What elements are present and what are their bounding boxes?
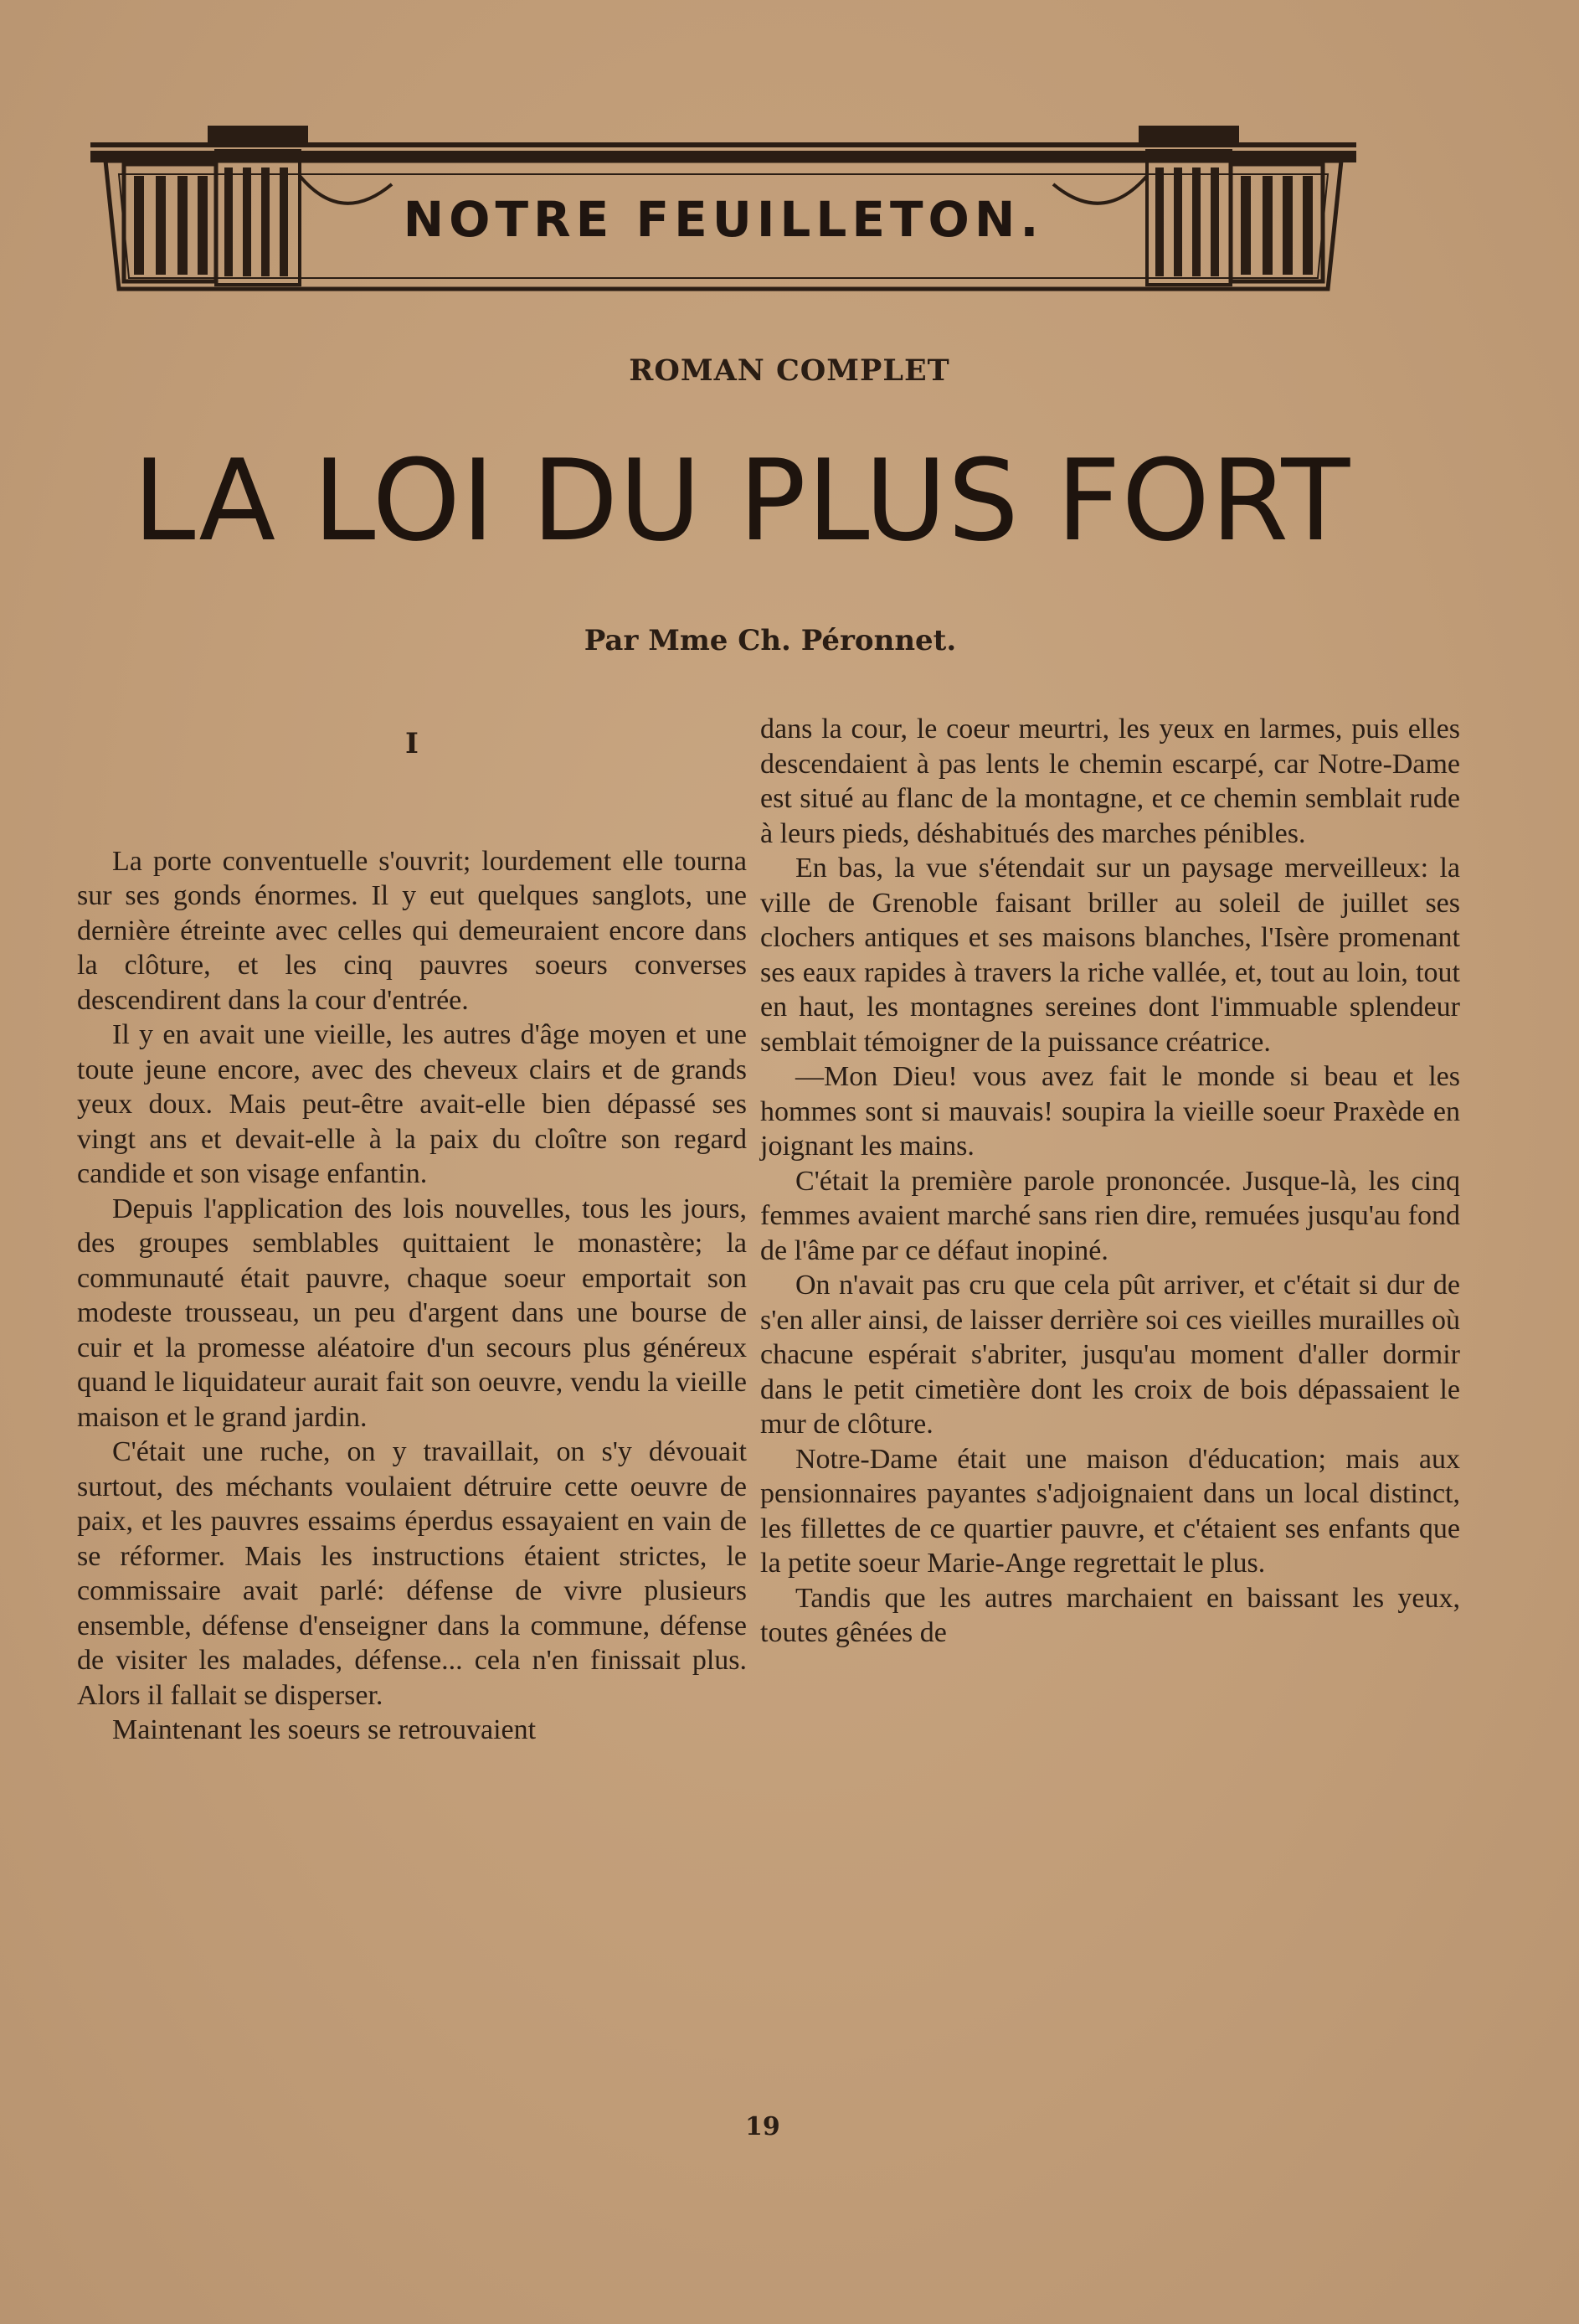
paragraph: —Mon Dieu! vous avez fait le monde si beau et les hommes sont si mauvais! soupira la vieille soeur Praxède en joignant les mains. [760,1061,1460,1162]
paragraph: En bas, la vue s'étendait sur un paysage merveilleux: la ville de Grenoble faisant briller au soleil de juillet ses clochers antiques et ses maisons blanches, l'Isère promenant ses eaux rapides à travers la riche vallée, et, tout au loin, tout en haut, les montagnes sereines dont l'immuable splendeur semblait témoigner de la puissance créatrice. [760,853,1460,1058]
left-column [77,712,747,1748]
paragraph: La porte conventuelle s'ouvrit; lourdement elle tourna sur ses gonds énormes. Il y eut quelques sanglots, une dernière étreinte avec celles qui demeuraient encore dans la clôture, et les cinq pauvres soeurs converses descendirent dans la cour d'entrée. [77,845,747,1016]
banner-title: NOTRE FEUILLETON. [403,191,1044,248]
paragraph: Depuis l'application des lois nouvelles, tous les jours, des groupes semblables quittaient le monastère; la communauté était pauvre, chaque soeur emportait son modeste trousseau, un peu d'argent dans une bourse de cuir et la promesse aléatoire d'un secours plus généreux quand le liquidateur aurait fait son oeuvre, vendu la vieille maison et le grand jardin. [77,1193,747,1433]
paragraph: Il y en avait une vieille, les autres d'âge moyen et une toute jeune encore, avec des cheveux clairs et de grands yeux doux. Mais peut-être avait-elle bien dépassé ses vingt ans et devait-elle à la paix du cloître son regard candide et son visage enfantin. [77,1019,747,1189]
paragraph: C'était la première parole prononcée. Jusque-là, les cinq femmes avaient marché sans rien dire, remuées jusqu'au fond de l'âme par ce défaut inopiné. [760,1165,1460,1266]
page-number: 19 [745,2112,780,2141]
right-column [760,712,1460,1651]
paragraph: Notre-Dame était une maison d'éducation; mais aux pensionnaires payantes s'adjoignaient dans un local distinct, les fillettes de ce quartier pauvre, et c'étaient ses enfants que la petite soeur Marie-Ange regrettait le plus. [760,1443,1460,1579]
paragraph-continuation: dans la cour, le coeur meurtri, les yeux en larmes, puis elles descendaient à pas lents le chemin escarpé, car Notre-Dame est situé au flanc de la montagne, et ce chemin semblait rude à leurs pieds, déshabitués des marches pénibles. [760,714,1460,849]
paragraph: Tandis que les autres marchaient en baissant les yeux, toutes gênées de [760,1582,1460,1648]
paragraph: Maintenant les soeurs se retrouvaient [112,1714,537,1745]
section-kicker: ROMAN COMPLET [629,353,950,388]
chapter-number: I [405,727,419,760]
story-title: LA LOI DU PLUS FORT [132,435,1351,566]
paragraph: On n'avait pas cru que cela pût arriver, et c'était si dur de s'en aller ainsi, de laisser derrière soi ces vieilles murailles où chacune espérait s'abriter, jusqu'au moment d'aller dormir dans le petit cimetière dont les croix de bois dépassaient le mur de clôture. [760,1270,1461,1440]
paragraph: C'était une ruche, on y travaillait, on s'y dévouait surtout, des méchants voulaient détruire cette oeuvre de paix, et les pauvres essaims éperdus essayaient en vain de se réformer. Mais les instructions étaient strictes, le commissaire avait parlé: défense de vivre plusieurs ensemble, défense d'enseigner dans la commune, défense de visiter les malades, défense... cela n'en finissait plus. Alors il fallait se disperser. [77,1436,747,1711]
author-byline: Par Mme Ch. Péronnet. [584,624,957,657]
feuilleton-banner [90,117,1356,297]
